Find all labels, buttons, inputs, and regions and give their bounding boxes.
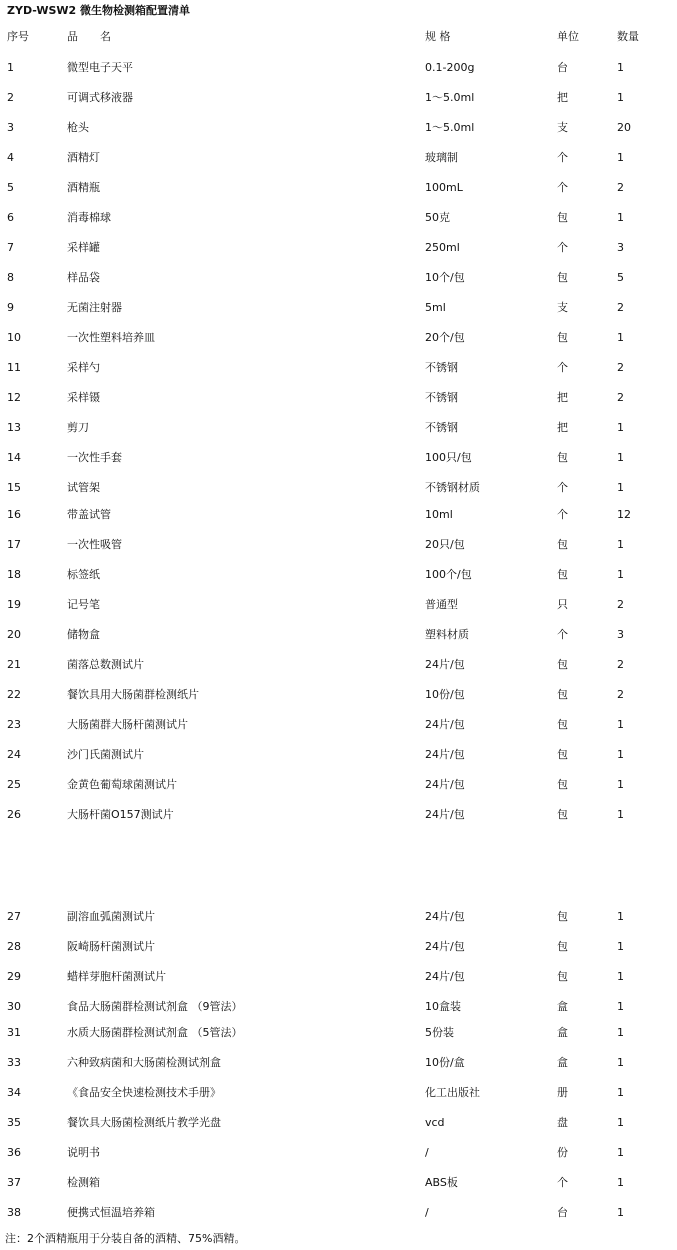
row-no: 20: [7, 628, 21, 641]
row-qty: 2: [617, 361, 624, 374]
table-row: [0, 566, 677, 584]
table-row: [0, 269, 677, 287]
table-row: [0, 776, 677, 794]
row-no: 6: [7, 211, 14, 224]
row-unit: 包: [557, 910, 568, 923]
row-unit: 台: [557, 61, 568, 74]
row-unit: 册: [557, 1086, 568, 1099]
row-name: 采样罐: [67, 241, 100, 254]
row-no: 31: [7, 1026, 21, 1039]
row-name: 六种致病菌和大肠菌检测试剂盒: [67, 1056, 221, 1069]
header-name: 品 名: [67, 30, 111, 43]
row-no: 17: [7, 538, 21, 551]
row-spec: 5ml: [425, 301, 446, 314]
row-name: 大肠杆菌O157测试片: [67, 808, 174, 821]
table-row: [0, 1204, 677, 1222]
row-name: 标签纸: [67, 568, 100, 581]
row-spec: 250ml: [425, 241, 460, 254]
row-spec: 普通型: [425, 598, 458, 611]
row-qty: 1: [617, 1026, 624, 1039]
table-row: [0, 506, 677, 524]
table-row: [0, 449, 677, 467]
row-no: 25: [7, 778, 21, 791]
row-name: 餐饮具用大肠菌群检测纸片: [67, 688, 199, 701]
row-name: 可调式移液器: [67, 91, 133, 104]
row-qty: 3: [617, 241, 624, 254]
row-unit: 盘: [557, 1116, 568, 1129]
table-row: [0, 179, 677, 197]
row-spec: 不锈钢: [425, 391, 458, 404]
row-name: 说明书: [67, 1146, 100, 1159]
row-qty: 1: [617, 451, 624, 464]
row-no: 35: [7, 1116, 21, 1129]
row-unit: 把: [557, 91, 568, 104]
row-unit: 包: [557, 748, 568, 761]
row-qty: 12: [617, 508, 631, 521]
table-row: [0, 716, 677, 734]
row-qty: 3: [617, 628, 624, 641]
row-no: 1: [7, 61, 14, 74]
row-qty: 1: [617, 1176, 624, 1189]
row-unit: 把: [557, 391, 568, 404]
row-spec: 24片/包: [425, 970, 465, 983]
table-row: [0, 1114, 677, 1132]
row-spec: 0.1-200g: [425, 61, 475, 74]
row-no: 12: [7, 391, 21, 404]
table-row: [0, 1054, 677, 1072]
row-qty: 1: [617, 1206, 624, 1219]
table-row: [0, 1174, 677, 1192]
table-row: [0, 746, 677, 764]
row-name: 沙门氏菌测试片: [67, 748, 144, 761]
row-spec: 20个/包: [425, 331, 465, 344]
row-qty: 1: [617, 940, 624, 953]
row-qty: 1: [617, 568, 624, 581]
row-qty: 1: [617, 61, 624, 74]
table-row: [0, 89, 677, 107]
row-qty: 2: [617, 181, 624, 194]
row-spec: 1～5.0ml: [425, 91, 475, 104]
table-row: [0, 329, 677, 347]
row-name: 一次性手套: [67, 451, 122, 464]
row-name: 蜡样芽胞杆菌测试片: [67, 970, 166, 983]
row-no: 23: [7, 718, 21, 731]
row-qty: 2: [617, 301, 624, 314]
row-unit: 个: [557, 508, 568, 521]
row-qty: 20: [617, 121, 631, 134]
row-no: 3: [7, 121, 14, 134]
row-qty: 1: [617, 481, 624, 494]
table-row: [0, 419, 677, 437]
row-no: 2: [7, 91, 14, 104]
row-name: 酒精瓶: [67, 181, 100, 194]
table-row: [0, 938, 677, 956]
row-name: 无菌注射器: [67, 301, 122, 314]
row-no: 11: [7, 361, 21, 374]
row-unit: 支: [557, 301, 568, 314]
row-name: 大肠菌群大肠杆菌测试片: [67, 718, 188, 731]
row-unit: 个: [557, 481, 568, 494]
row-no: 29: [7, 970, 21, 983]
row-name: 带盖试管: [67, 508, 111, 521]
row-no: 16: [7, 508, 21, 521]
header-unit: 单位: [557, 30, 579, 43]
row-unit: 包: [557, 658, 568, 671]
row-name: 菌落总数测试片: [67, 658, 144, 671]
row-spec: 不锈钢: [425, 421, 458, 434]
row-no: 18: [7, 568, 21, 581]
row-qty: 1: [617, 778, 624, 791]
table-row: [0, 119, 677, 137]
row-name: 剪刀: [67, 421, 89, 434]
table-row: [0, 806, 677, 824]
row-spec: ABS板: [425, 1176, 458, 1189]
row-spec: 20只/包: [425, 538, 465, 551]
row-spec: 1～5.0ml: [425, 121, 475, 134]
row-name: 记号笔: [67, 598, 100, 611]
row-no: 5: [7, 181, 14, 194]
table-row: [0, 479, 677, 497]
row-qty: 1: [617, 331, 624, 344]
row-no: 28: [7, 940, 21, 953]
table-row: [0, 998, 677, 1016]
row-name: 水质大肠菌群检测试剂盒 （5管法）: [67, 1026, 243, 1039]
row-no: 24: [7, 748, 21, 761]
row-no: 19: [7, 598, 21, 611]
row-name: 采样勺: [67, 361, 100, 374]
table-row: [0, 239, 677, 257]
table-header: [0, 28, 677, 46]
row-spec: vcd: [425, 1116, 445, 1129]
row-unit: 支: [557, 121, 568, 134]
row-name: 一次性塑料培养皿: [67, 331, 155, 344]
header-no: 序号: [7, 30, 29, 43]
row-unit: 包: [557, 940, 568, 953]
row-unit: 个: [557, 1176, 568, 1189]
row-no: 9: [7, 301, 14, 314]
row-unit: 个: [557, 628, 568, 641]
row-name: 食品大肠菌群检测试剂盒 （9管法）: [67, 1000, 243, 1013]
row-unit: 包: [557, 568, 568, 581]
row-name: 枪头: [67, 121, 89, 134]
row-qty: 1: [617, 1000, 624, 1013]
row-no: 15: [7, 481, 21, 494]
row-name: 微型电子天平: [67, 61, 133, 74]
row-unit: 包: [557, 808, 568, 821]
row-qty: 1: [617, 1146, 624, 1159]
row-qty: 2: [617, 391, 624, 404]
header-qty: 数量: [617, 30, 639, 43]
row-spec: 10盒装: [425, 1000, 461, 1013]
row-spec: /: [425, 1146, 429, 1159]
row-no: 26: [7, 808, 21, 821]
row-no: 7: [7, 241, 14, 254]
row-no: 36: [7, 1146, 21, 1159]
table-row: [0, 536, 677, 554]
row-qty: 1: [617, 970, 624, 983]
table-row: [0, 656, 677, 674]
row-qty: 1: [617, 538, 624, 551]
table-row: [0, 968, 677, 986]
row-spec: 化工出版社: [425, 1086, 480, 1099]
row-spec: 10ml: [425, 508, 453, 521]
row-spec: 塑料材质: [425, 628, 469, 641]
row-unit: 份: [557, 1146, 568, 1159]
row-unit: 台: [557, 1206, 568, 1219]
row-no: 21: [7, 658, 21, 671]
row-name: 酒精灯: [67, 151, 100, 164]
row-unit: 包: [557, 538, 568, 551]
row-unit: 个: [557, 361, 568, 374]
row-name: 消毒棉球: [67, 211, 111, 224]
row-no: 33: [7, 1056, 21, 1069]
row-qty: 2: [617, 658, 624, 671]
row-spec: 10份/包: [425, 688, 465, 701]
table-row: [0, 299, 677, 317]
row-unit: 包: [557, 718, 568, 731]
row-no: 37: [7, 1176, 21, 1189]
table-row: [0, 389, 677, 407]
row-spec: 24片/包: [425, 778, 465, 791]
row-qty: 1: [617, 1116, 624, 1129]
row-unit: 盒: [557, 1056, 568, 1069]
row-name: 样品袋: [67, 271, 100, 284]
table-row: [0, 596, 677, 614]
row-unit: 包: [557, 688, 568, 701]
row-spec: 50克: [425, 211, 450, 224]
row-qty: 1: [617, 151, 624, 164]
table-row: [0, 359, 677, 377]
row-qty: 1: [617, 1056, 624, 1069]
row-no: 8: [7, 271, 14, 284]
row-name: 副溶血弧菌测试片: [67, 910, 155, 923]
header-spec: 规 格: [425, 30, 451, 43]
row-unit: 包: [557, 451, 568, 464]
row-name: 一次性吸管: [67, 538, 122, 551]
row-spec: 24片/包: [425, 910, 465, 923]
row-unit: 个: [557, 241, 568, 254]
row-qty: 1: [617, 748, 624, 761]
row-spec: 10份/盒: [425, 1056, 465, 1069]
table-row: [0, 626, 677, 644]
row-spec: 不锈钢: [425, 361, 458, 374]
row-name: 阪崎肠杆菌测试片: [67, 940, 155, 953]
row-unit: 盒: [557, 1026, 568, 1039]
row-no: 38: [7, 1206, 21, 1219]
row-no: 13: [7, 421, 21, 434]
row-spec: 玻璃制: [425, 151, 458, 164]
row-unit: 把: [557, 421, 568, 434]
table-row: [0, 1084, 677, 1102]
row-spec: 10个/包: [425, 271, 465, 284]
row-spec: 不锈钢材质: [425, 481, 480, 494]
row-qty: 1: [617, 1086, 624, 1099]
row-spec: /: [425, 1206, 429, 1219]
row-no: 27: [7, 910, 21, 923]
row-spec: 24片/包: [425, 940, 465, 953]
row-no: 4: [7, 151, 14, 164]
table-row: [0, 908, 677, 926]
row-unit: 包: [557, 331, 568, 344]
table-row: [0, 686, 677, 704]
row-spec: 100个/包: [425, 568, 472, 581]
row-unit: 包: [557, 271, 568, 284]
row-name: 采样镊: [67, 391, 100, 404]
row-qty: 1: [617, 910, 624, 923]
row-unit: 包: [557, 778, 568, 791]
row-name: 便携式恒温培养箱: [67, 1206, 155, 1219]
row-spec: 24片/包: [425, 748, 465, 761]
row-qty: 1: [617, 421, 624, 434]
row-no: 30: [7, 1000, 21, 1013]
footnote: 注：2个酒精瓶用于分装自备的酒精、75%酒精。: [5, 1232, 246, 1245]
table-row: [0, 149, 677, 167]
row-qty: 1: [617, 808, 624, 821]
table-row: [0, 59, 677, 77]
table-row: [0, 1024, 677, 1042]
row-unit: 盒: [557, 1000, 568, 1013]
row-qty: 1: [617, 718, 624, 731]
row-unit: 个: [557, 151, 568, 164]
row-spec: 100只/包: [425, 451, 472, 464]
row-qty: 5: [617, 271, 624, 284]
row-no: 10: [7, 331, 21, 344]
row-qty: 1: [617, 91, 624, 104]
row-qty: 2: [617, 598, 624, 611]
row-no: 14: [7, 451, 21, 464]
row-spec: 24片/包: [425, 808, 465, 821]
row-unit: 包: [557, 970, 568, 983]
row-unit: 个: [557, 181, 568, 194]
row-unit: 只: [557, 598, 568, 611]
row-name: 检测箱: [67, 1176, 100, 1189]
page-title: ZYD-WSW2 微生物检测箱配置清单: [7, 4, 191, 17]
row-spec: 100mL: [425, 181, 463, 194]
row-spec: 24片/包: [425, 718, 465, 731]
row-no: 22: [7, 688, 21, 701]
row-qty: 2: [617, 688, 624, 701]
row-no: 34: [7, 1086, 21, 1099]
row-unit: 包: [557, 211, 568, 224]
row-qty: 1: [617, 211, 624, 224]
row-name: 《食品安全快速检测技术手册》: [67, 1086, 221, 1099]
row-spec: 5份装: [425, 1026, 454, 1039]
row-spec: 24片/包: [425, 658, 465, 671]
row-name: 储物盒: [67, 628, 100, 641]
row-name: 试管架: [67, 481, 100, 494]
row-name: 金黄色葡萄球菌测试片: [67, 778, 177, 791]
table-row: [0, 209, 677, 227]
table-row: [0, 1144, 677, 1162]
row-name: 餐饮具大肠菌检测纸片教学光盘: [67, 1116, 221, 1129]
